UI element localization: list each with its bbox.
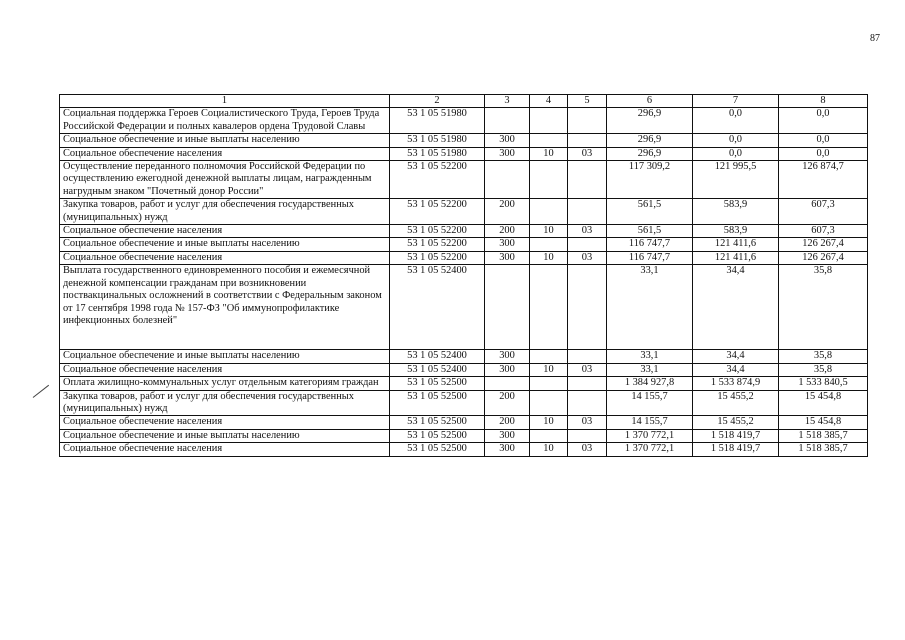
row-value-2025-cell: 121 995,5 xyxy=(693,161,779,199)
row-value-2024-cell: 33,1 xyxy=(607,265,693,350)
row-section-cell xyxy=(530,134,568,147)
row-section-cell: 10 xyxy=(530,225,568,238)
row-subsection-cell xyxy=(568,199,607,225)
row-expense-type-cell: 200 xyxy=(485,416,530,429)
table-row xyxy=(60,377,868,390)
row-subsection-cell xyxy=(568,377,607,390)
row-section-cell xyxy=(530,377,568,390)
row-value-2024-cell: 1 370 772,1 xyxy=(607,443,693,456)
row-value-2026-cell: 0,0 xyxy=(779,134,868,147)
row-value-2024-cell: 561,5 xyxy=(607,225,693,238)
row-expense-type-cell: 200 xyxy=(485,225,530,238)
row-code-cell: 53 1 05 52500 xyxy=(390,443,485,456)
row-subsection-cell xyxy=(568,265,607,350)
table-row xyxy=(60,225,868,238)
row-section-cell xyxy=(530,108,568,134)
row-code-cell: 53 1 05 52500 xyxy=(390,390,485,416)
row-subsection-cell xyxy=(568,238,607,251)
table-row xyxy=(60,416,868,429)
row-section-cell xyxy=(530,265,568,350)
row-subsection-cell: 03 xyxy=(568,363,607,376)
row-value-2026-cell: 1 518 385,7 xyxy=(779,429,868,442)
row-code-cell: 53 1 05 52200 xyxy=(390,238,485,251)
row-value-2024-cell: 561,5 xyxy=(607,199,693,225)
budget-table xyxy=(59,94,868,457)
row-value-2026-cell: 126 267,4 xyxy=(779,238,868,251)
row-expense-type-cell: 300 xyxy=(485,429,530,442)
row-value-2025-cell: 1 533 874,9 xyxy=(693,377,779,390)
row-value-2025-cell: 34,4 xyxy=(693,265,779,350)
header-cell: 3 xyxy=(485,95,530,108)
page-number: 87 xyxy=(870,33,880,44)
table-row xyxy=(60,390,868,416)
row-code-cell: 53 1 05 52500 xyxy=(390,416,485,429)
row-name-cell: Социальное обеспечение и иные выплаты населению xyxy=(60,429,390,442)
table-row xyxy=(60,443,868,456)
row-code-cell: 53 1 05 52500 xyxy=(390,377,485,390)
table-row xyxy=(60,108,868,134)
row-subsection-cell: 03 xyxy=(568,416,607,429)
table-row xyxy=(60,251,868,264)
row-section-cell: 10 xyxy=(530,416,568,429)
row-value-2024-cell: 33,1 xyxy=(607,350,693,363)
row-value-2025-cell: 15 455,2 xyxy=(693,390,779,416)
table-row xyxy=(60,147,868,160)
row-value-2024-cell: 14 155,7 xyxy=(607,416,693,429)
row-expense-type-cell xyxy=(485,108,530,134)
row-section-cell: 10 xyxy=(530,147,568,160)
row-section-cell xyxy=(530,350,568,363)
table-body xyxy=(60,95,868,457)
row-subsection-cell: 03 xyxy=(568,225,607,238)
row-value-2025-cell: 0,0 xyxy=(693,108,779,134)
row-value-2026-cell: 35,8 xyxy=(779,363,868,376)
row-subsection-cell xyxy=(568,161,607,199)
table-row xyxy=(60,363,868,376)
row-value-2025-cell: 0,0 xyxy=(693,147,779,160)
row-expense-type-cell: 200 xyxy=(485,199,530,225)
row-value-2026-cell: 607,3 xyxy=(779,225,868,238)
row-subsection-cell: 03 xyxy=(568,147,607,160)
row-value-2026-cell: 126 267,4 xyxy=(779,251,868,264)
table-row xyxy=(60,161,868,199)
row-value-2025-cell: 121 411,6 xyxy=(693,251,779,264)
row-section-cell: 10 xyxy=(530,363,568,376)
row-section-cell: 10 xyxy=(530,443,568,456)
row-subsection-cell xyxy=(568,429,607,442)
row-name-cell: Социальное обеспечение населения xyxy=(60,251,390,264)
row-expense-type-cell: 200 xyxy=(485,390,530,416)
table-row xyxy=(60,199,868,225)
row-subsection-cell xyxy=(568,134,607,147)
row-section-cell xyxy=(530,161,568,199)
row-value-2025-cell: 15 455,2 xyxy=(693,416,779,429)
header-row xyxy=(60,95,868,108)
row-value-2024-cell: 296,9 xyxy=(607,134,693,147)
row-code-cell: 53 1 05 51980 xyxy=(390,134,485,147)
row-value-2026-cell: 35,8 xyxy=(779,350,868,363)
row-code-cell: 53 1 05 51980 xyxy=(390,147,485,160)
row-value-2024-cell: 116 747,7 xyxy=(607,238,693,251)
row-value-2025-cell: 583,9 xyxy=(693,199,779,225)
row-value-2026-cell: 0,0 xyxy=(779,108,868,134)
row-value-2025-cell: 0,0 xyxy=(693,134,779,147)
header-cell: 5 xyxy=(568,95,607,108)
row-code-cell: 53 1 05 52200 xyxy=(390,251,485,264)
row-name-cell: Социальное обеспечение населения xyxy=(60,443,390,456)
row-expense-type-cell xyxy=(485,161,530,199)
row-code-cell: 53 1 05 52400 xyxy=(390,363,485,376)
row-value-2025-cell: 1 518 419,7 xyxy=(693,443,779,456)
row-value-2025-cell: 34,4 xyxy=(693,350,779,363)
row-value-2026-cell: 15 454,8 xyxy=(779,416,868,429)
row-value-2024-cell: 296,9 xyxy=(607,108,693,134)
row-value-2025-cell: 121 411,6 xyxy=(693,238,779,251)
row-name-cell: Социальное обеспечение и иные выплаты населению xyxy=(60,350,390,363)
row-name-cell: Социальное обеспечение и иные выплаты населению xyxy=(60,134,390,147)
row-expense-type-cell: 300 xyxy=(485,238,530,251)
row-value-2025-cell: 583,9 xyxy=(693,225,779,238)
row-code-cell: 53 1 05 52500 xyxy=(390,429,485,442)
row-name-cell: Оплата жилищно-коммунальных услуг отдельным категориям граждан xyxy=(60,377,390,390)
row-section-cell xyxy=(530,238,568,251)
row-value-2024-cell: 117 309,2 xyxy=(607,161,693,199)
row-name-cell: Выплата государственного единовременного пособия и ежемесячной денежной компенсации гражданам при возникновении поствакцинальных осложнений в соответствии с Федеральным законом от 17 сентября 1998 года № 157-ФЗ "Об иммунопрофилактике инфекционных болезней" xyxy=(60,265,390,350)
row-section-cell xyxy=(530,390,568,416)
header-cell: 1 xyxy=(60,95,390,108)
row-name-cell: Социальное обеспечение населения xyxy=(60,225,390,238)
row-value-2026-cell: 0,0 xyxy=(779,147,868,160)
table-row xyxy=(60,350,868,363)
row-code-cell: 53 1 05 52400 xyxy=(390,265,485,350)
row-code-cell: 53 1 05 52200 xyxy=(390,161,485,199)
row-expense-type-cell: 300 xyxy=(485,443,530,456)
table-row xyxy=(60,134,868,147)
row-value-2024-cell: 1 384 927,8 xyxy=(607,377,693,390)
row-name-cell: Социальное обеспечение населения xyxy=(60,363,390,376)
row-value-2026-cell: 1 518 385,7 xyxy=(779,443,868,456)
row-expense-type-cell: 300 xyxy=(485,147,530,160)
row-subsection-cell: 03 xyxy=(568,443,607,456)
row-section-cell: 10 xyxy=(530,251,568,264)
header-cell: 7 xyxy=(693,95,779,108)
header-cell: 2 xyxy=(390,95,485,108)
row-subsection-cell xyxy=(568,390,607,416)
row-value-2024-cell: 33,1 xyxy=(607,363,693,376)
row-expense-type-cell: 300 xyxy=(485,134,530,147)
row-value-2024-cell: 14 155,7 xyxy=(607,390,693,416)
row-expense-type-cell: 300 xyxy=(485,251,530,264)
row-section-cell xyxy=(530,429,568,442)
row-name-cell: Осуществление переданного полномочия Российской Федерации по осуществлению ежегодной денежной выплаты лицам, награжденным нагрудным знаком "Почетный донор России" xyxy=(60,161,390,199)
row-expense-type-cell: 300 xyxy=(485,350,530,363)
table-row xyxy=(60,429,868,442)
row-code-cell: 53 1 05 52200 xyxy=(390,199,485,225)
row-name-cell: Социальное обеспечение и иные выплаты населению xyxy=(60,238,390,251)
row-value-2026-cell: 126 874,7 xyxy=(779,161,868,199)
row-expense-type-cell xyxy=(485,265,530,350)
row-subsection-cell: 03 xyxy=(568,251,607,264)
row-value-2024-cell: 1 370 772,1 xyxy=(607,429,693,442)
row-expense-type-cell: 300 xyxy=(485,363,530,376)
row-name-cell: Социальная поддержка Героев Социалистического Труда, Героев Труда Российской Федерации и полных кавалеров ордена Трудовой Славы xyxy=(60,108,390,134)
row-name-cell: Закупка товаров, работ и услуг для обеспечения государственных (муниципальных) нужд xyxy=(60,199,390,225)
row-value-2026-cell: 15 454,8 xyxy=(779,390,868,416)
row-section-cell xyxy=(530,199,568,225)
row-value-2025-cell: 34,4 xyxy=(693,363,779,376)
row-code-cell: 53 1 05 51980 xyxy=(390,108,485,134)
row-subsection-cell xyxy=(568,350,607,363)
row-value-2025-cell: 1 518 419,7 xyxy=(693,429,779,442)
row-name-cell: Закупка товаров, работ и услуг для обеспечения государственных (муниципальных) нужд xyxy=(60,390,390,416)
row-code-cell: 53 1 05 52200 xyxy=(390,225,485,238)
row-subsection-cell xyxy=(568,108,607,134)
row-expense-type-cell xyxy=(485,377,530,390)
row-code-cell: 53 1 05 52400 xyxy=(390,350,485,363)
row-value-2024-cell: 296,9 xyxy=(607,147,693,160)
row-name-cell: Социальное обеспечение населения xyxy=(60,416,390,429)
row-value-2026-cell: 35,8 xyxy=(779,265,868,350)
header-cell: 8 xyxy=(779,95,868,108)
row-name-cell: Социальное обеспечение населения xyxy=(60,147,390,160)
table-row xyxy=(60,265,868,350)
row-value-2026-cell: 607,3 xyxy=(779,199,868,225)
header-cell: 4 xyxy=(530,95,568,108)
row-value-2026-cell: 1 533 840,5 xyxy=(779,377,868,390)
table-row xyxy=(60,238,868,251)
header-cell: 6 xyxy=(607,95,693,108)
row-value-2024-cell: 116 747,7 xyxy=(607,251,693,264)
margin-pen-mark xyxy=(33,385,49,398)
